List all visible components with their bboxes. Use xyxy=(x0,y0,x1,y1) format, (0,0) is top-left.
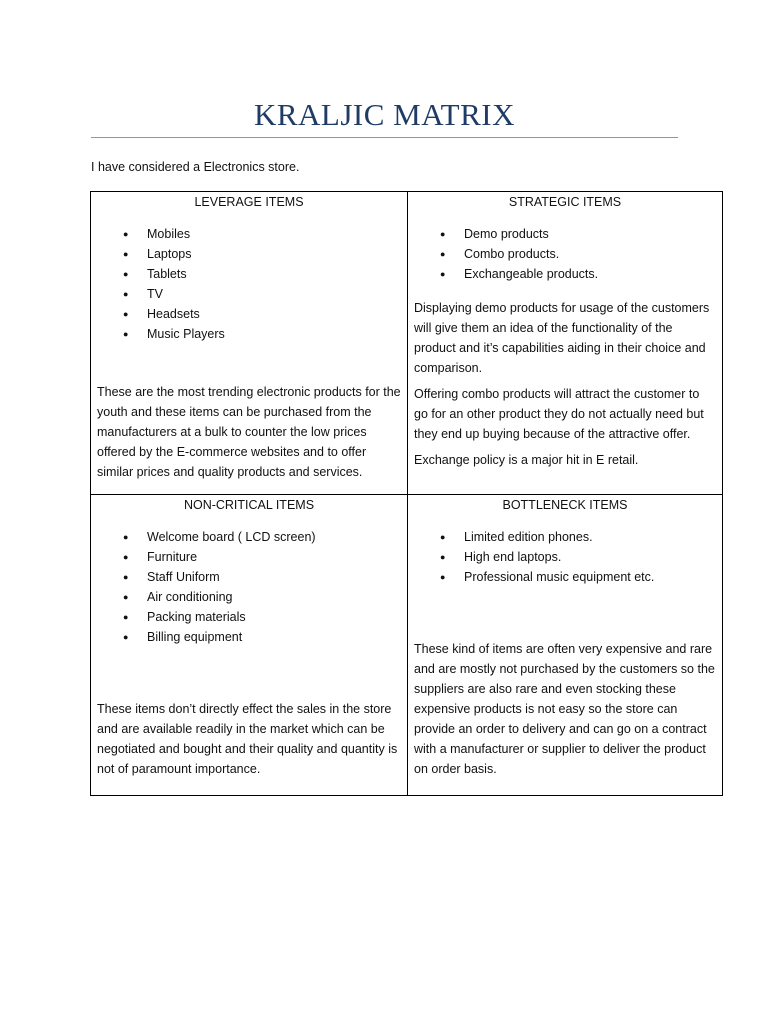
list-item: ● Welcome board ( LCD screen) xyxy=(123,527,401,547)
quadrant-heading: BOTTLENECK ITEMS xyxy=(502,498,628,512)
list-item: ● Mobiles xyxy=(123,224,401,244)
quadrant-strategic xyxy=(408,192,723,495)
list-item: ● High end laptops. xyxy=(440,547,716,567)
quadrant-item-list xyxy=(414,224,716,284)
list-item: ● Headsets xyxy=(123,304,401,324)
quadrant-bottleneck xyxy=(408,495,723,796)
list-item: ● Billing equipment xyxy=(123,627,401,647)
list-item: ● Furniture xyxy=(123,547,401,567)
quadrant-item-list xyxy=(414,527,716,587)
quadrant-paragraph: Displaying demo products for usage of the customers will give them an idea of the functionality of the product and it’s capabilities aiding in their choice and comparison. xyxy=(414,301,710,375)
list-item: ● Music Players xyxy=(123,324,401,344)
kraljic-matrix-table xyxy=(90,191,723,796)
list-item: ● Tablets xyxy=(123,264,401,284)
list-item: ● Laptops xyxy=(123,244,401,264)
intro-text: I have considered a Electronics store. xyxy=(91,160,300,174)
list-item: ● Staff Uniform xyxy=(123,567,401,587)
list-item: ● TV xyxy=(123,284,401,304)
list-item: ● Demo products xyxy=(440,224,716,244)
quadrant-item-list xyxy=(97,527,401,647)
quadrant-paragraph: These are the most trending electronic products for the youth and these items can be purchased from the manufacturers at a bulk to counter the low prices offered by the E-commerce websites and to offer similar prices and quality products and services. xyxy=(97,385,401,479)
title-underline xyxy=(91,137,678,138)
quadrant-heading: NON-CRITICAL ITEMS xyxy=(183,498,315,512)
quadrant-paragraph: Offering combo products will attract the customer to go for an other product they do not actually need but they end up buying because of the attractive offer. xyxy=(414,387,704,441)
list-item: ● Combo products. xyxy=(440,244,716,264)
quadrant-heading: LEVERAGE ITEMS xyxy=(194,195,304,209)
quadrant-paragraph: These kind of items are often very expensive and rare and are mostly not purchased by the customers so the suppliers are also rare and even stocking these expensive products is not easy so the store can provide an order to delivery and can go on a contract with a manufacturer or supplier to deliver the product on order basis. xyxy=(414,642,715,776)
quadrant-paragraph: These items don’t directly effect the sales in the store and are available readily in the market which can be negotiated and bought and their quality and quantity is not of paramount importance. xyxy=(97,702,398,776)
list-item: ● Packing materials xyxy=(123,607,401,627)
quadrant-heading: STRATEGIC ITEMS xyxy=(508,195,622,209)
matrix-row-top xyxy=(91,192,723,495)
quadrant-paragraph: Exchange policy is a major hit in E retail. xyxy=(414,453,639,467)
list-item: ● Limited edition phones. xyxy=(440,527,716,547)
matrix-row-bottom xyxy=(91,495,723,796)
list-item: ● Exchangeable products. xyxy=(440,264,716,284)
quadrant-leverage xyxy=(91,192,408,495)
quadrant-item-list xyxy=(97,224,401,344)
page-title: KRALJIC MATRIX xyxy=(253,97,516,132)
list-item: ● Air conditioning xyxy=(123,587,401,607)
list-item: ● Professional music equipment etc. xyxy=(440,567,716,587)
quadrant-non-critical xyxy=(91,495,408,796)
